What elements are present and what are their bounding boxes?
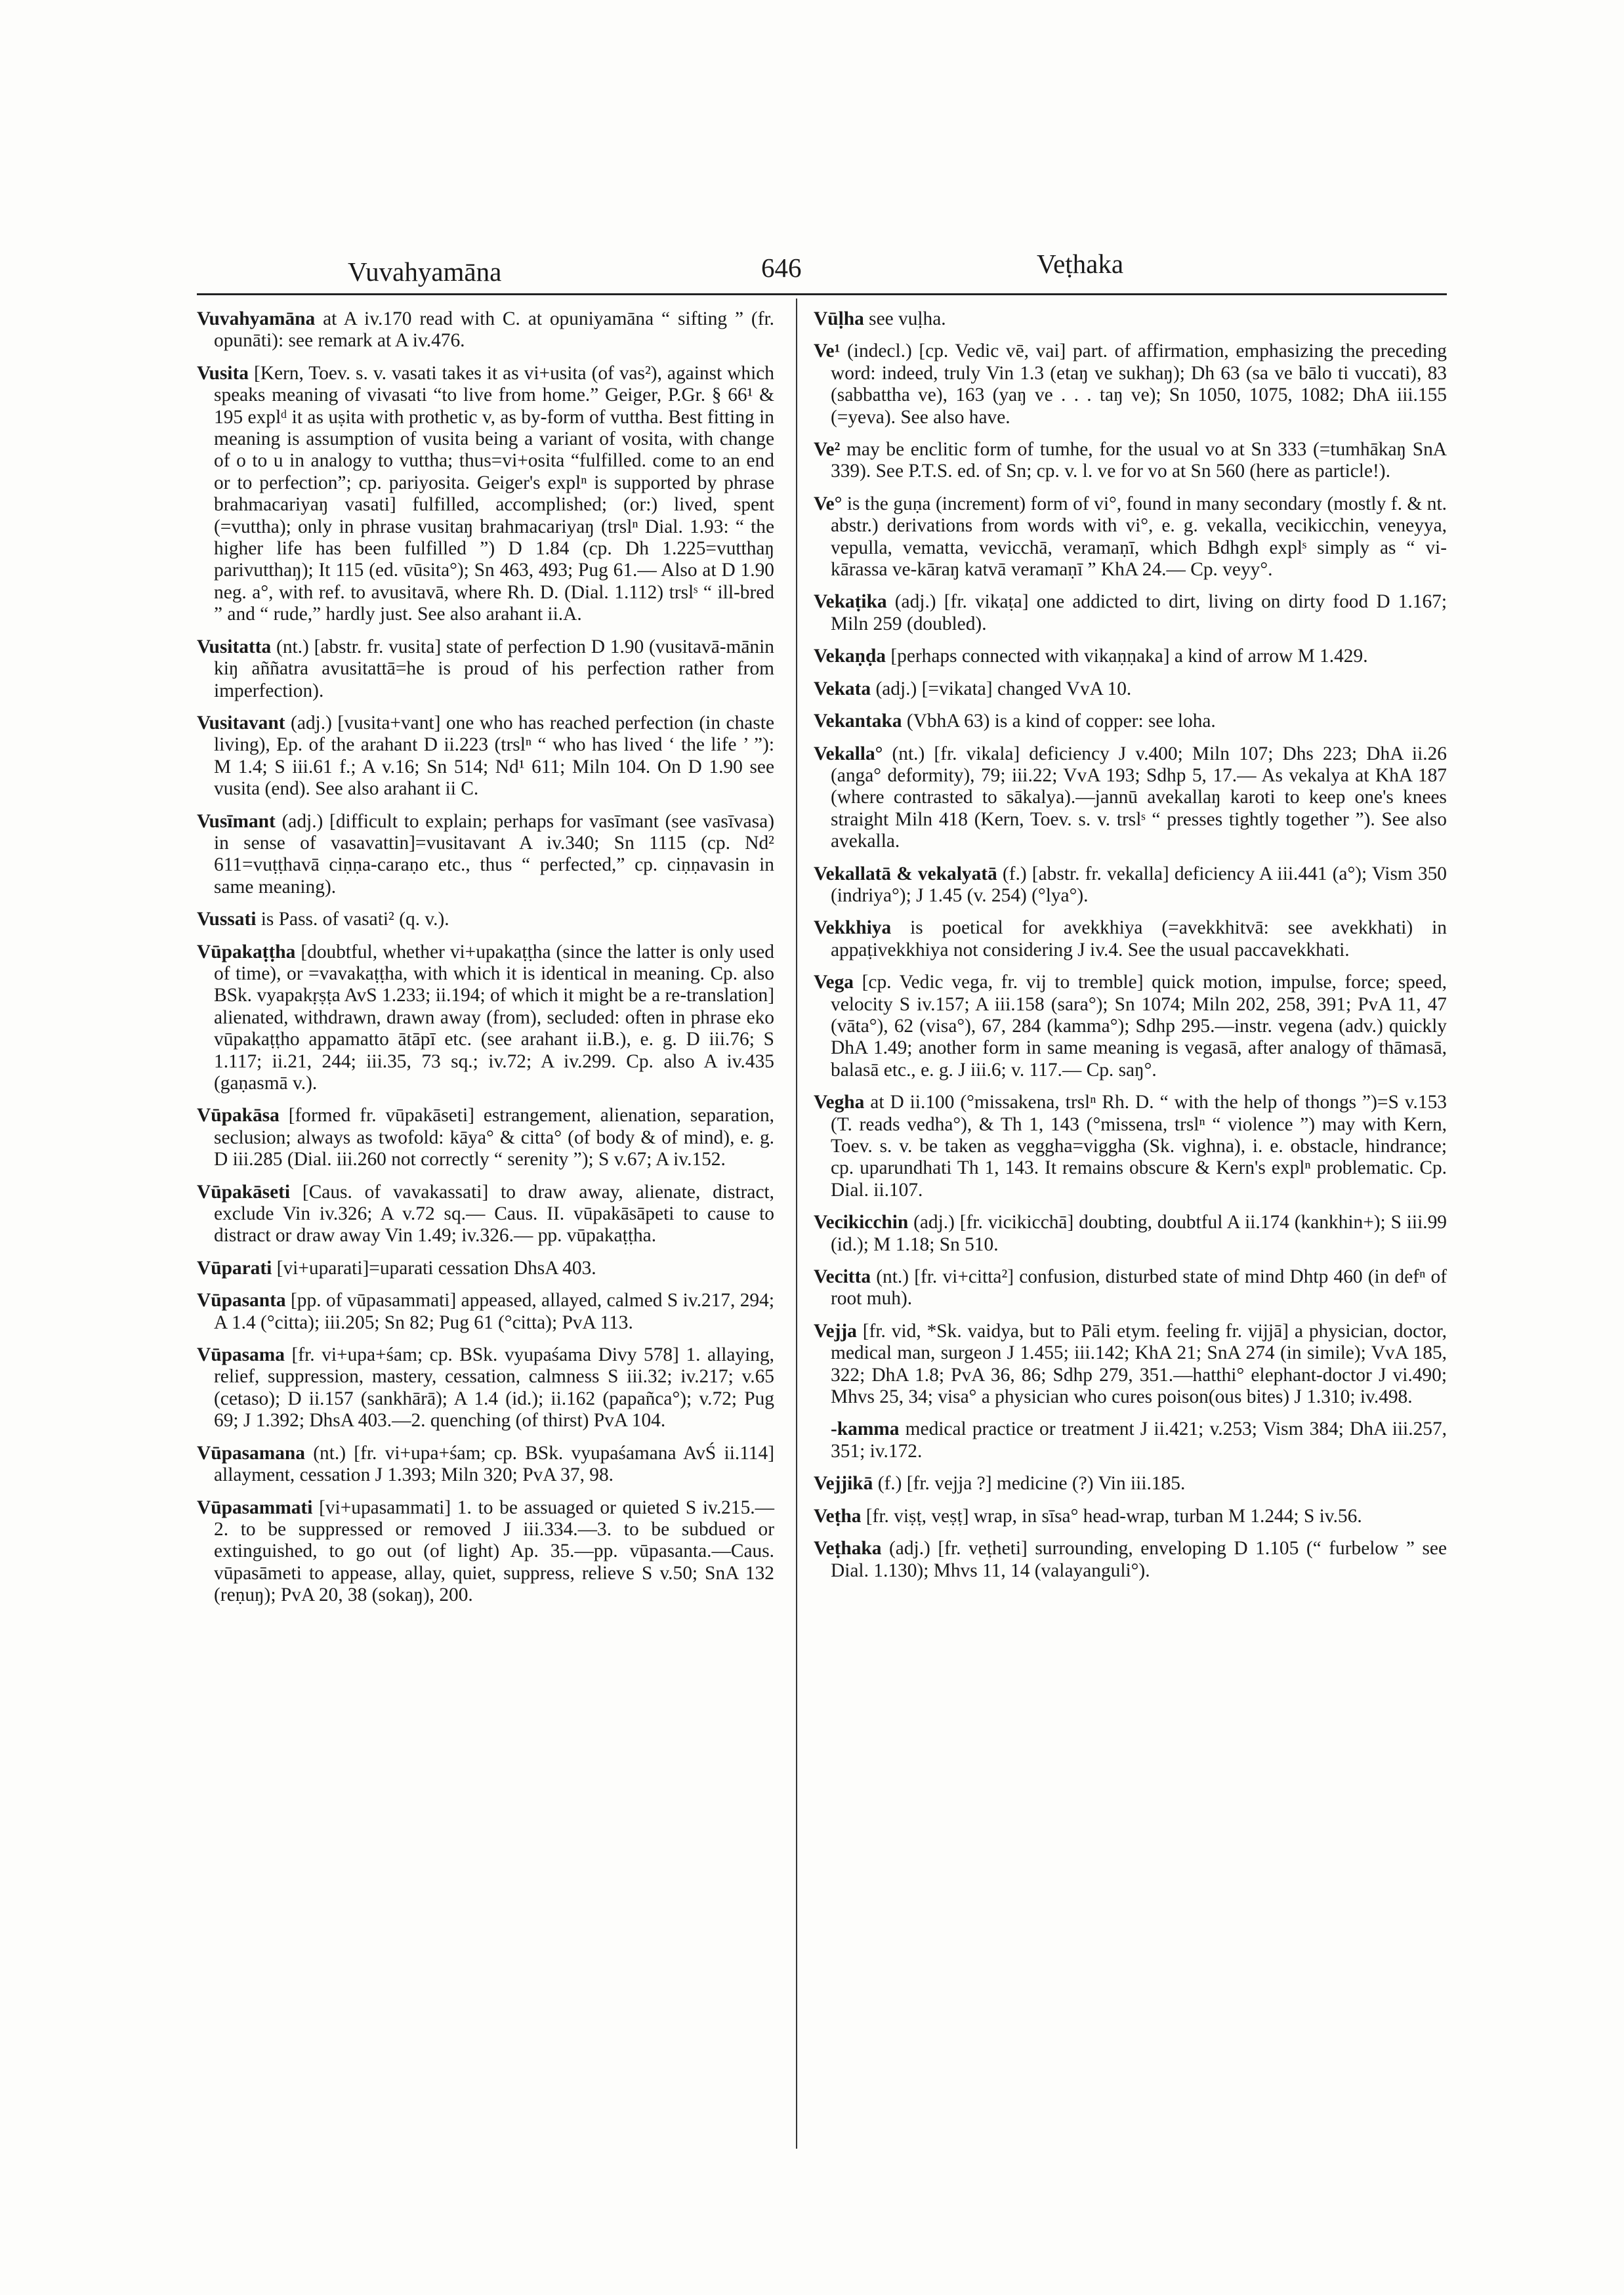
entry-definition: (nt.) [fr. vikala] deficiency J v.400; Miln 107; Dhs 223; DhA ii.26 (anga° deformity), 79; iii.22; VvA 193; Sdhp 5, 17.— As vekalya at KhA 187 (where contrasted to sākalya).—jannū avekallaŋ karoti to keep one's knees straight Miln 418 (Kern, Toev. s. v. trslˢ “ presses tightly together ”). See also avekalla.	[831, 743, 1447, 852]
dictionary-entry	[814, 743, 1447, 853]
dictionary-entry	[814, 341, 1447, 428]
header-rule	[197, 293, 1447, 295]
entry-definition: (adj.) [fr. vicikicchā] doubting, doubtful A ii.174 (kankhin+); S iii.99 (id.); M 1.18; Sn 510.	[831, 1212, 1447, 1255]
dictionary-entry	[814, 308, 1447, 330]
dictionary-entry	[197, 1344, 774, 1432]
left-column	[197, 308, 774, 1617]
entry-definition: [formed fr. vūpakāseti] estrangement, alienation, separation, seclusion; always as twofold: kāya° & citta° (of body & of mind), e. g. D iii.285 (Dial. iii.260 not correctly “ serenity ”); S v.67; A iv.152.	[214, 1105, 774, 1170]
dictionary-entry	[197, 363, 774, 626]
entry-definition: at A iv.170 read with C. at opuniyamāna “ sifting ” (fr. opunāti): see remark at A iv.476.	[214, 308, 774, 352]
right-column	[814, 308, 1447, 1592]
entry-definition: (VbhA 63) is a kind of copper: see loha.	[902, 711, 1216, 732]
dictionary-entry	[814, 591, 1447, 635]
entry-headword: Ve¹	[814, 341, 841, 362]
entry-headword: Vusita	[197, 362, 249, 384]
dictionary-entry	[814, 863, 1447, 907]
dictionary-entry	[814, 1092, 1447, 1201]
entry-headword: Vekaṭika	[814, 591, 887, 613]
entry-headword: Vekkhiya	[814, 917, 892, 939]
dictionary-entry	[814, 1321, 1447, 1409]
entry-definition: (indecl.) [cp. Vedic vē, vai] part. of affirmation, emphasizing the preceding word: indeed, truly Vin 1.3 (etaŋ ve sukhaŋ); Dh 63 (sa ve bālo ti vuccati), 83 (sabbattha ve), 163 (yaŋ ve . . . taŋ ve); Sn 1050, 1075, 1082; DhA iii.155 (=yeva). See also have.	[831, 341, 1447, 428]
dictionary-entry	[814, 1538, 1447, 1582]
dictionary-entry	[197, 1182, 774, 1247]
dictionary-entry	[814, 678, 1447, 700]
entry-definition: is the guṇa (increment) form of vi°, found in many secondary (mostly f. & nt. abstr.) derivations from words with vi°, e. g. vekalla, vecikicchin, veneyya, vepulla, vematta, vevicchā, veramaṇī, which Bdhgh explˢ simply as “ vi-kārassa ve-kāraŋ katvā veramaṇī ” KhA 24.— Cp. veyy°.	[831, 493, 1447, 581]
entry-headword: Vūpasama	[197, 1344, 285, 1366]
entry-definition: (adj.) [fr. veṭheti] surrounding, enveloping D 1.105 (“ furbelow ” see Dial. 1.130); Mhvs 11, 14 (valayanguli°).	[831, 1538, 1447, 1581]
running-header	[197, 244, 1444, 297]
entry-headword: Vusitavant	[197, 712, 285, 734]
entry-headword: Vejjikā	[814, 1473, 873, 1495]
page-number: 646	[761, 253, 802, 283]
entry-headword: Veṭhaka	[814, 1538, 882, 1560]
entry-headword: Veṭha	[814, 1505, 862, 1527]
dictionary-entry	[814, 1212, 1447, 1256]
dictionary-entry	[197, 1290, 774, 1334]
entry-definition: [doubtful, whether vi+upakaṭṭha (since the latter is only used of time), or =vavakaṭṭha, with which it is identical in meaning. Cp. also BSk. vyapakṛṣṭa AvS 1.233; ii.194; of which it might be a re-translation] alienated, withdrawn, drawn away (from), secluded: often in phrase eko vūpakaṭṭho appamatto ātāpī etc. (see arahant ii.B.), e. g. D iii.76; S 1.117; ii.21, 244; iii.35, 73 sq.; iv.72; A iv.299. Cp. also A iv.435 (gaṇasmā v.).	[214, 941, 774, 1094]
entry-headword: Vūpakaṭṭha	[197, 941, 296, 962]
dictionary-entry	[197, 1443, 774, 1487]
entry-definition: [cp. Vedic vega, fr. vij to tremble] quick motion, impulse, force; speed, velocity S iv.157; A iii.158 (sara°); Sn 1074; Miln 202, 258, 391; PvA 11, 47 (vāta°), 62 (visa°), 67, 284 (kamma°); Sdhp 295.—instr. vegena (adv.) quickly DhA 1.49; another form in same meaning is vegasā, after analogy of thāmasā, balasā etc., e. g. J iii.6; v. 117.— Cp. saŋ°.	[831, 972, 1447, 1081]
header-last-headword: Veṭhaka	[1037, 249, 1124, 279]
entry-definition: [pp. of vūpasammati] appeased, allayed, calmed S iv.217, 294; A 1.4 (°citta); iii.205; Sn 82; Pug 61 (°citta); PvA 113.	[214, 1290, 774, 1333]
entry-definition: [Kern, Toev. s. v. vasati takes it as vi+usita (of vas²), against which speaks meaning of vivasati “to live from home.” Geiger, P.Gr. § 66¹ & 195 explᵈ it as uṣita with prothetic v, as by-form of vuttha. Best fitting in meaning is assumption of vusita being a variant of vosita, with change of o to u in analogy to vuttha; thus=vi+osita “fulfilled. come to an end or to perfection”; cp. pariyosita. Geiger's explⁿ is supported by phrase brahmacariyaŋ vasati] fulfilled, accomplished; (or:) lived, spent (=vuttha); only in phrase vusitaŋ brahmacariyaŋ (trslⁿ Dial. 1.93: “ the higher life has been fulfilled ”) D 1.84 (cp. Dh 1.225=vutthaŋ parivutthaŋ); It 115 (ed. vūsita°); Sn 463, 493; Pug 61.— Also at D 1.90 neg. a°, with ref. to avusitavā, where Rh. D. (Dial. 1.112) trslˢ “ ill-bred ” and “ rude,” hardly just. See also arahant ii.A.	[214, 362, 774, 625]
entry-headword: Vekallatā & vekalyatā	[814, 863, 997, 884]
entry-headword: Vusitatta	[197, 636, 272, 657]
entry-definition: medical practice or treatment J ii.421; v.253; Vism 384; DhA iii.257, 351; iv.172.	[831, 1418, 1447, 1462]
dictionary-entry	[197, 941, 774, 1095]
entry-headword: Ve°	[814, 493, 843, 514]
dictionary-entry	[814, 1506, 1447, 1527]
entry-headword: Vuvahyamāna	[197, 308, 316, 329]
entry-definition: [fr. vi+upa+śam; cp. BSk. vyupaśama Divy 578] 1. allaying, relief, suppression, mastery, cessation, calmness S iii.32; iv.217; v.65 (cetaso); D ii.157 (sankhārā); A 1.4 (id.); ii.162 (papañca°); v.72; Pug 69; J 1.392; DhsA 403.—2. quenching (of thirst) PvA 104.	[214, 1344, 774, 1432]
entry-headword: Vūpakāseti	[197, 1181, 291, 1203]
dictionary-entry	[814, 1418, 1447, 1462]
entry-headword: Vecikicchin	[814, 1212, 909, 1233]
entry-definition: [fr. viṣṭ, veṣṭ] wrap, in sīsa° head-wrap, turban M 1.244; S iv.56.	[861, 1505, 1362, 1527]
entry-headword: -kamma	[831, 1418, 900, 1440]
entry-definition: is poetical for avekkhiya (=avekkhitvā: see avekkhati) in appaṭivekkhiya not considering J iv.4. See the usual paccavekkhati.	[831, 917, 1447, 961]
dictionary-entry	[197, 713, 774, 800]
entry-headword: Vūpasammati	[197, 1497, 313, 1518]
entry-headword: Vegha	[814, 1092, 865, 1113]
entry-definition: (adj.) [difficult to explain; perhaps for vasīmant (see vasīvasa) in sense of vasavattin]=vusitavant A iv.340; Sn 1115 (cp. Nd² 611=vuṭṭhavā ciṇṇa-caraṇo etc., thus “ perfected,” cp. ciṇṇavasin in same meaning).	[214, 810, 774, 898]
entry-definition: (nt.) [fr. vi+citta²] confusion, disturbed state of mind Dhtp 460 (in defⁿ of root muh).	[831, 1266, 1447, 1310]
header-first-headword: Vuvahyamāna	[348, 257, 502, 287]
entry-headword: Vekalla°	[814, 743, 883, 764]
dictionary-entry	[814, 711, 1447, 732]
column-divider	[796, 299, 797, 2149]
entry-headword: Vusīmant	[197, 810, 276, 832]
dictionary-entry	[814, 493, 1447, 581]
entry-headword: Vega	[814, 972, 854, 993]
entry-definition: (f.) [abstr. fr. vekalla] deficiency A iii.441 (a°); Vism 350 (indriya°); J 1.45 (v. 254) (°lya°).	[831, 863, 1447, 906]
entry-definition: [Caus. of vavakassati] to draw away, alienate, distract, exclude Vin iv.326; A v.72 sq.— Caus. II. vūpakāsāpeti to cause to distract or draw away Vin 1.49; iv.326.— pp. vūpakaṭṭha.	[214, 1181, 774, 1247]
entry-definition: [fr. vid, *Sk. vaidya, but to Pāli etym. feeling fr. vijjā] a physician, doctor, medical man, surgeon J 1.455; iii.142; KhA 21; SnA 274 (in simile); VvA 185, 322; DhA 1.8; PvA 36, 86; Sdhp 279, 351.—hatthi° elephant-doctor J vi.490; Mhvs 25, 34; visa° a physician who cures poison(ous bites) J 1.310; iv.498.	[831, 1320, 1447, 1408]
entry-headword: Vekaṇḍa	[814, 646, 886, 667]
entry-definition: [vi+uparati]=uparati cessation DhsA 403.	[272, 1257, 596, 1279]
entry-headword: Vejja	[814, 1320, 857, 1342]
dictionary-entry	[197, 1497, 774, 1607]
entry-definition: (nt.) [abstr. fr. vusita] state of perfection D 1.90 (vusitavā-mānin kiŋ aññatra avusitattā=he is proud of his perfection rather from imperfection).	[214, 636, 774, 701]
entry-headword: Vūpasanta	[197, 1290, 286, 1312]
entry-headword: Ve²	[814, 439, 841, 461]
dictionary-entry	[814, 646, 1447, 667]
dictionary-entry	[197, 909, 774, 930]
entry-headword: Vūpasamana	[197, 1442, 305, 1464]
entry-definition: (f.) [fr. vejja ?] medicine (?) Vin iii.185.	[873, 1473, 1186, 1495]
dictionary-entry	[814, 1473, 1447, 1495]
dictionary-entry	[197, 1258, 774, 1279]
entry-definition: (adj.) [vusita+vant] one who has reached perfection (in chaste living), Ep. of the arahant D ii.223 (trslⁿ “ who has lived ‘ the life ’ ”): M 1.4; S iii.61 f.; A v.16; Sn 514; Nd¹ 611; Miln 104. On D 1.90 see vusita (end). See also arahant ii C.	[214, 712, 774, 800]
entry-definition: (adj.) [fr. vikaṭa] one addicted to dirt, living on dirty food D 1.167; Miln 259 (doubled).	[831, 591, 1447, 634]
entry-headword: Vūḷha	[814, 308, 864, 329]
entry-headword: Vūparati	[197, 1257, 272, 1279]
dictionary-entry	[814, 1266, 1447, 1310]
entry-definition: [perhaps connected with vikaṇṇaka] a kind of arrow M 1.429.	[886, 646, 1368, 667]
entry-headword: Vūpakāsa	[197, 1105, 280, 1127]
entry-headword: Vekata	[814, 678, 871, 699]
entry-definition: is Pass. of vasati² (q. v.).	[256, 909, 449, 930]
dictionary-entry	[814, 917, 1447, 961]
entry-headword: Vekantaka	[814, 711, 902, 732]
entry-headword: Vecitta	[814, 1266, 871, 1288]
entry-definition: at D ii.100 (°missakena, trslⁿ Rh. D. “ with the help of thongs ”)=S v.153 (T. reads vedha°), & Th 1, 143 (°missena, trslⁿ “ violence ”) may with Kern, Toev. s. v. be taken as veggha=viggha (Sk. vighna), i. e. obstacle, hindrance; cp. uparundhati Th 1, 143. It remains obscure & Kern's explⁿ problematic. Cp. Dial. ii.107.	[831, 1092, 1447, 1201]
dictionary-entry	[197, 308, 774, 352]
entry-definition: (adj.) [=vikata] changed VvA 10.	[871, 678, 1132, 699]
dictionary-entry	[814, 972, 1447, 1081]
entry-definition: [vi+upasammati] 1. to be assuaged or quieted S iv.215.—2. to be suppressed or removed J iii.334.—3. to be subdued or extinguished, to go out (of light) Ap. 35.—pp. vūpasanta.—Caus. vūpasāmeti to appease, allay, quiet, suppress, relieve S v.50; SnA 132 (reṇuŋ); PvA 20, 38 (sokaŋ), 200.	[214, 1497, 774, 1606]
entry-definition: may be enclitic form of tumhe, for the usual vo at Sn 333 (=tumhākaŋ SnA 339). See P.T.S. ed. of Sn; cp. v. l. ve for vo at Sn 560 (here as particle!).	[831, 439, 1447, 482]
entry-definition: (nt.) [fr. vi+upa+śam; cp. BSk. vyupaśamana AvŚ ii.114] allayment, cessation J 1.393; Miln 320; PvA 37, 98.	[214, 1442, 774, 1486]
dictionary-entry	[197, 636, 774, 702]
entry-headword: Vussati	[197, 909, 257, 930]
dictionary-entry	[197, 811, 774, 899]
entry-definition: see vuḷha.	[864, 308, 946, 329]
dictionary-entry	[814, 439, 1447, 483]
dictionary-entry	[197, 1105, 774, 1170]
